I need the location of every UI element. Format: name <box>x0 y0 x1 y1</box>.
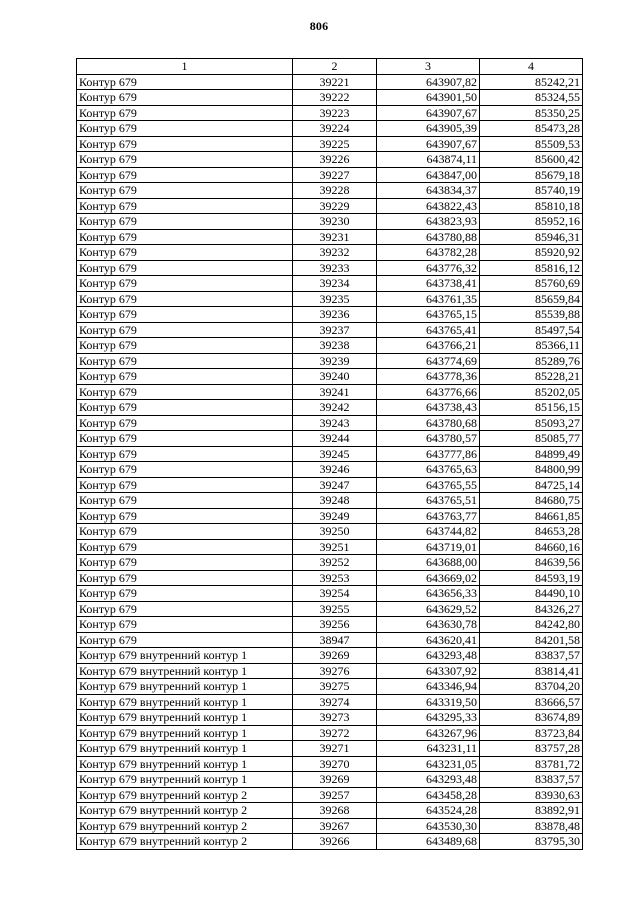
table-row <box>77 710 583 726</box>
point-number-cell: 39271 <box>293 741 377 757</box>
x-coordinate-cell: 643766,21 <box>377 338 480 354</box>
table-row <box>77 617 583 633</box>
point-number-cell: 39276 <box>293 663 377 679</box>
table-row <box>77 152 583 168</box>
header-row <box>77 59 583 75</box>
y-coordinate-cell: 85289,76 <box>480 353 583 369</box>
x-coordinate-cell: 643458,28 <box>377 787 480 803</box>
x-coordinate-cell: 643231,05 <box>377 756 480 772</box>
contour-name-cell: Контур 679 внутренний контур 1 <box>77 756 293 772</box>
y-coordinate-cell: 85242,21 <box>480 74 583 90</box>
x-coordinate-cell: 643823,93 <box>377 214 480 230</box>
x-coordinate-cell: 643780,57 <box>377 431 480 447</box>
y-coordinate-cell: 85497,54 <box>480 322 583 338</box>
table-row <box>77 291 583 307</box>
y-coordinate-cell: 85946,31 <box>480 229 583 245</box>
point-number-cell: 39246 <box>293 462 377 478</box>
table-row <box>77 74 583 90</box>
point-number-cell: 39238 <box>293 338 377 354</box>
x-coordinate-cell: 643669,02 <box>377 570 480 586</box>
y-coordinate-cell: 84242,80 <box>480 617 583 633</box>
x-coordinate-cell: 643761,35 <box>377 291 480 307</box>
contour-name-cell: Контур 679 <box>77 90 293 106</box>
x-coordinate-cell: 643907,67 <box>377 136 480 152</box>
y-coordinate-cell: 85816,12 <box>480 260 583 276</box>
contour-name-cell: Контур 679 <box>77 105 293 121</box>
contour-name-cell: Контур 679 <box>77 415 293 431</box>
contour-name-cell: Контур 679 внутренний контур 1 <box>77 663 293 679</box>
contour-name-cell: Контур 679 внутренний контур 1 <box>77 710 293 726</box>
x-coordinate-cell: 643738,41 <box>377 276 480 292</box>
contour-name-cell: Контур 679 внутренний контур 1 <box>77 741 293 757</box>
y-coordinate-cell: 83704,20 <box>480 679 583 695</box>
table-row <box>77 260 583 276</box>
x-coordinate-cell: 643822,43 <box>377 198 480 214</box>
x-coordinate-cell: 643267,96 <box>377 725 480 741</box>
table-row <box>77 772 583 788</box>
contour-name-cell: Контур 679 <box>77 183 293 199</box>
table-row <box>77 663 583 679</box>
x-coordinate-cell: 643293,48 <box>377 772 480 788</box>
point-number-cell: 39252 <box>293 555 377 571</box>
point-number-cell: 39274 <box>293 694 377 710</box>
contour-name-cell: Контур 679 <box>77 229 293 245</box>
table-row <box>77 648 583 664</box>
point-number-cell: 39269 <box>293 772 377 788</box>
contour-name-cell: Контур 679 внутренний контур 2 <box>77 787 293 803</box>
contour-name-cell: Контур 679 <box>77 276 293 292</box>
table-row <box>77 446 583 462</box>
point-number-cell: 39224 <box>293 121 377 137</box>
x-coordinate-cell: 643231,11 <box>377 741 480 757</box>
y-coordinate-cell: 85228,21 <box>480 369 583 385</box>
contour-name-cell: Контур 679 <box>77 477 293 493</box>
table-row <box>77 679 583 695</box>
contour-name-cell: Контур 679 <box>77 617 293 633</box>
contour-name-cell: Контур 679 внутренний контур 1 <box>77 648 293 664</box>
contour-name-cell: Контур 679 <box>77 214 293 230</box>
x-coordinate-cell: 643777,86 <box>377 446 480 462</box>
contour-name-cell: Контур 679 <box>77 570 293 586</box>
table-row <box>77 462 583 478</box>
y-coordinate-cell: 85740,19 <box>480 183 583 199</box>
point-number-cell: 39244 <box>293 431 377 447</box>
contour-name-cell: Контур 679 <box>77 632 293 648</box>
contour-name-cell: Контур 679 <box>77 167 293 183</box>
contour-name-cell: Контур 679 внутренний контур 2 <box>77 834 293 850</box>
point-number-cell: 39225 <box>293 136 377 152</box>
point-number-cell: 39256 <box>293 617 377 633</box>
y-coordinate-cell: 83930,63 <box>480 787 583 803</box>
contour-name-cell: Контур 679 <box>77 508 293 524</box>
y-coordinate-cell: 83795,30 <box>480 834 583 850</box>
point-number-cell: 39233 <box>293 260 377 276</box>
x-coordinate-cell: 643319,50 <box>377 694 480 710</box>
contour-name-cell: Контур 679 внутренний контур 2 <box>77 818 293 834</box>
contour-name-cell: Контур 679 <box>77 136 293 152</box>
page-number: 806 <box>309 19 329 33</box>
x-coordinate-cell: 643629,52 <box>377 601 480 617</box>
point-number-cell: 39275 <box>293 679 377 695</box>
y-coordinate-cell: 84326,27 <box>480 601 583 617</box>
y-coordinate-cell: 85659,84 <box>480 291 583 307</box>
table-row <box>77 214 583 230</box>
table-row <box>77 338 583 354</box>
table-row <box>77 694 583 710</box>
y-coordinate-cell: 85679,18 <box>480 167 583 183</box>
table-row <box>77 276 583 292</box>
table-row <box>77 539 583 555</box>
table-row <box>77 586 583 602</box>
point-number-cell: 39248 <box>293 493 377 509</box>
table-row <box>77 353 583 369</box>
column-header-1: 1 <box>77 59 293 75</box>
contour-name-cell: Контур 679 внутренний контур 2 <box>77 803 293 819</box>
x-coordinate-cell: 643620,41 <box>377 632 480 648</box>
x-coordinate-cell: 643765,41 <box>377 322 480 338</box>
y-coordinate-cell: 85952,16 <box>480 214 583 230</box>
column-header-4: 4 <box>480 59 583 75</box>
contour-name-cell: Контур 679 <box>77 431 293 447</box>
y-coordinate-cell: 84653,28 <box>480 524 583 540</box>
x-coordinate-cell: 643907,67 <box>377 105 480 121</box>
point-number-cell: 39268 <box>293 803 377 819</box>
table-row <box>77 384 583 400</box>
y-coordinate-cell: 84680,75 <box>480 493 583 509</box>
contour-name-cell: Контур 679 <box>77 121 293 137</box>
x-coordinate-cell: 643524,28 <box>377 803 480 819</box>
x-coordinate-cell: 643630,78 <box>377 617 480 633</box>
contour-name-cell: Контур 679 <box>77 74 293 90</box>
table-body <box>77 74 583 849</box>
point-number-cell: 39267 <box>293 818 377 834</box>
contour-name-cell: Контур 679 <box>77 446 293 462</box>
x-coordinate-cell: 643295,33 <box>377 710 480 726</box>
y-coordinate-cell: 84201,58 <box>480 632 583 648</box>
point-number-cell: 39242 <box>293 400 377 416</box>
table-row <box>77 570 583 586</box>
contour-name-cell: Контур 679 <box>77 539 293 555</box>
y-coordinate-cell: 83757,28 <box>480 741 583 757</box>
point-number-cell: 39236 <box>293 307 377 323</box>
y-coordinate-cell: 84899,49 <box>480 446 583 462</box>
table-row <box>77 632 583 648</box>
x-coordinate-cell: 643776,66 <box>377 384 480 400</box>
table-row <box>77 524 583 540</box>
x-coordinate-cell: 643834,37 <box>377 183 480 199</box>
x-coordinate-cell: 643780,88 <box>377 229 480 245</box>
table-row <box>77 90 583 106</box>
table-row <box>77 493 583 509</box>
x-coordinate-cell: 643782,28 <box>377 245 480 261</box>
table-row <box>77 415 583 431</box>
table-row <box>77 121 583 137</box>
y-coordinate-cell: 85920,92 <box>480 245 583 261</box>
y-coordinate-cell: 85810,18 <box>480 198 583 214</box>
x-coordinate-cell: 643307,92 <box>377 663 480 679</box>
point-number-cell: 39230 <box>293 214 377 230</box>
column-header-2: 2 <box>293 59 377 75</box>
coordinates-table <box>76 58 583 850</box>
point-number-cell: 39239 <box>293 353 377 369</box>
contour-name-cell: Контур 679 <box>77 245 293 261</box>
y-coordinate-cell: 85600,42 <box>480 152 583 168</box>
x-coordinate-cell: 643293,48 <box>377 648 480 664</box>
y-coordinate-cell: 85350,25 <box>480 105 583 121</box>
point-number-cell: 39250 <box>293 524 377 540</box>
y-coordinate-cell: 85093,27 <box>480 415 583 431</box>
point-number-cell: 39228 <box>293 183 377 199</box>
y-coordinate-cell: 83814,41 <box>480 663 583 679</box>
column-header-3: 3 <box>377 59 480 75</box>
contour-name-cell: Контур 679 <box>77 152 293 168</box>
y-coordinate-cell: 85760,69 <box>480 276 583 292</box>
point-number-cell: 39255 <box>293 601 377 617</box>
y-coordinate-cell: 83723,84 <box>480 725 583 741</box>
point-number-cell: 39240 <box>293 369 377 385</box>
x-coordinate-cell: 643346,94 <box>377 679 480 695</box>
contour-name-cell: Контур 679 внутренний контур 1 <box>77 725 293 741</box>
point-number-cell: 39254 <box>293 586 377 602</box>
table-row <box>77 818 583 834</box>
point-number-cell: 39249 <box>293 508 377 524</box>
table-row <box>77 105 583 121</box>
table-row <box>77 834 583 850</box>
contour-name-cell: Контур 679 <box>77 462 293 478</box>
y-coordinate-cell: 84800,99 <box>480 462 583 478</box>
x-coordinate-cell: 643656,33 <box>377 586 480 602</box>
contour-name-cell: Контур 679 <box>77 291 293 307</box>
table-row <box>77 787 583 803</box>
point-number-cell: 39243 <box>293 415 377 431</box>
y-coordinate-cell: 85539,88 <box>480 307 583 323</box>
point-number-cell: 39222 <box>293 90 377 106</box>
x-coordinate-cell: 643719,01 <box>377 539 480 555</box>
table-row <box>77 477 583 493</box>
x-coordinate-cell: 643688,00 <box>377 555 480 571</box>
table-row <box>77 508 583 524</box>
contour-name-cell: Контур 679 <box>77 524 293 540</box>
table-row <box>77 369 583 385</box>
contour-name-cell: Контур 679 внутренний контур 1 <box>77 679 293 695</box>
contour-name-cell: Контур 679 внутренний контур 1 <box>77 772 293 788</box>
contour-name-cell: Контур 679 внутренний контур 1 <box>77 694 293 710</box>
y-coordinate-cell: 84593,19 <box>480 570 583 586</box>
y-coordinate-cell: 84660,16 <box>480 539 583 555</box>
table-row <box>77 803 583 819</box>
contour-name-cell: Контур 679 <box>77 555 293 571</box>
contour-name-cell: Контур 679 <box>77 307 293 323</box>
point-number-cell: 39241 <box>293 384 377 400</box>
table-row <box>77 136 583 152</box>
x-coordinate-cell: 643765,55 <box>377 477 480 493</box>
point-number-cell: 38947 <box>293 632 377 648</box>
contour-name-cell: Контур 679 <box>77 586 293 602</box>
point-number-cell: 39223 <box>293 105 377 121</box>
table-row <box>77 756 583 772</box>
x-coordinate-cell: 643774,69 <box>377 353 480 369</box>
y-coordinate-cell: 83781,72 <box>480 756 583 772</box>
point-number-cell: 39266 <box>293 834 377 850</box>
x-coordinate-cell: 643778,36 <box>377 369 480 385</box>
y-coordinate-cell: 83837,57 <box>480 772 583 788</box>
table-row <box>77 725 583 741</box>
point-number-cell: 39272 <box>293 725 377 741</box>
table-header <box>77 59 583 75</box>
table-row <box>77 307 583 323</box>
point-number-cell: 39253 <box>293 570 377 586</box>
y-coordinate-cell: 83892,91 <box>480 803 583 819</box>
x-coordinate-cell: 643530,30 <box>377 818 480 834</box>
x-coordinate-cell: 643489,68 <box>377 834 480 850</box>
contour-name-cell: Контур 679 <box>77 601 293 617</box>
x-coordinate-cell: 643776,32 <box>377 260 480 276</box>
table-row <box>77 741 583 757</box>
y-coordinate-cell: 83674,89 <box>480 710 583 726</box>
table-row <box>77 322 583 338</box>
point-number-cell: 39227 <box>293 167 377 183</box>
x-coordinate-cell: 643763,77 <box>377 508 480 524</box>
table-row <box>77 183 583 199</box>
x-coordinate-cell: 643744,82 <box>377 524 480 540</box>
y-coordinate-cell: 84639,56 <box>480 555 583 571</box>
x-coordinate-cell: 643907,82 <box>377 74 480 90</box>
point-number-cell: 39269 <box>293 648 377 664</box>
y-coordinate-cell: 83666,57 <box>480 694 583 710</box>
contour-name-cell: Контур 679 <box>77 369 293 385</box>
table-row <box>77 400 583 416</box>
x-coordinate-cell: 643901,50 <box>377 90 480 106</box>
x-coordinate-cell: 643874,11 <box>377 152 480 168</box>
y-coordinate-cell: 84725,14 <box>480 477 583 493</box>
point-number-cell: 39273 <box>293 710 377 726</box>
y-coordinate-cell: 85509,53 <box>480 136 583 152</box>
point-number-cell: 39221 <box>293 74 377 90</box>
point-number-cell: 39247 <box>293 477 377 493</box>
point-number-cell: 39226 <box>293 152 377 168</box>
contour-name-cell: Контур 679 <box>77 260 293 276</box>
table-row <box>77 229 583 245</box>
table-row <box>77 198 583 214</box>
y-coordinate-cell: 85324,55 <box>480 90 583 106</box>
table-row <box>77 431 583 447</box>
table-row <box>77 245 583 261</box>
contour-name-cell: Контур 679 <box>77 400 293 416</box>
x-coordinate-cell: 643765,15 <box>377 307 480 323</box>
point-number-cell: 39229 <box>293 198 377 214</box>
contour-name-cell: Контур 679 <box>77 493 293 509</box>
x-coordinate-cell: 643847,00 <box>377 167 480 183</box>
y-coordinate-cell: 85202,05 <box>480 384 583 400</box>
contour-name-cell: Контур 679 <box>77 322 293 338</box>
point-number-cell: 39235 <box>293 291 377 307</box>
point-number-cell: 39251 <box>293 539 377 555</box>
contour-name-cell: Контур 679 <box>77 198 293 214</box>
y-coordinate-cell: 84661,85 <box>480 508 583 524</box>
point-number-cell: 39237 <box>293 322 377 338</box>
x-coordinate-cell: 643765,51 <box>377 493 480 509</box>
point-number-cell: 39232 <box>293 245 377 261</box>
x-coordinate-cell: 643905,39 <box>377 121 480 137</box>
x-coordinate-cell: 643765,63 <box>377 462 480 478</box>
y-coordinate-cell: 85156,15 <box>480 400 583 416</box>
y-coordinate-cell: 83837,57 <box>480 648 583 664</box>
table-row <box>77 601 583 617</box>
y-coordinate-cell: 85085,77 <box>480 431 583 447</box>
y-coordinate-cell: 83878,48 <box>480 818 583 834</box>
contour-name-cell: Контур 679 <box>77 384 293 400</box>
point-number-cell: 39245 <box>293 446 377 462</box>
y-coordinate-cell: 84490,10 <box>480 586 583 602</box>
x-coordinate-cell: 643780,68 <box>377 415 480 431</box>
point-number-cell: 39257 <box>293 787 377 803</box>
contour-name-cell: Контур 679 <box>77 353 293 369</box>
point-number-cell: 39270 <box>293 756 377 772</box>
table-row <box>77 167 583 183</box>
point-number-cell: 39234 <box>293 276 377 292</box>
contour-name-cell: Контур 679 <box>77 338 293 354</box>
table-row <box>77 555 583 571</box>
x-coordinate-cell: 643738,43 <box>377 400 480 416</box>
y-coordinate-cell: 85366,11 <box>480 338 583 354</box>
point-number-cell: 39231 <box>293 229 377 245</box>
y-coordinate-cell: 85473,28 <box>480 121 583 137</box>
